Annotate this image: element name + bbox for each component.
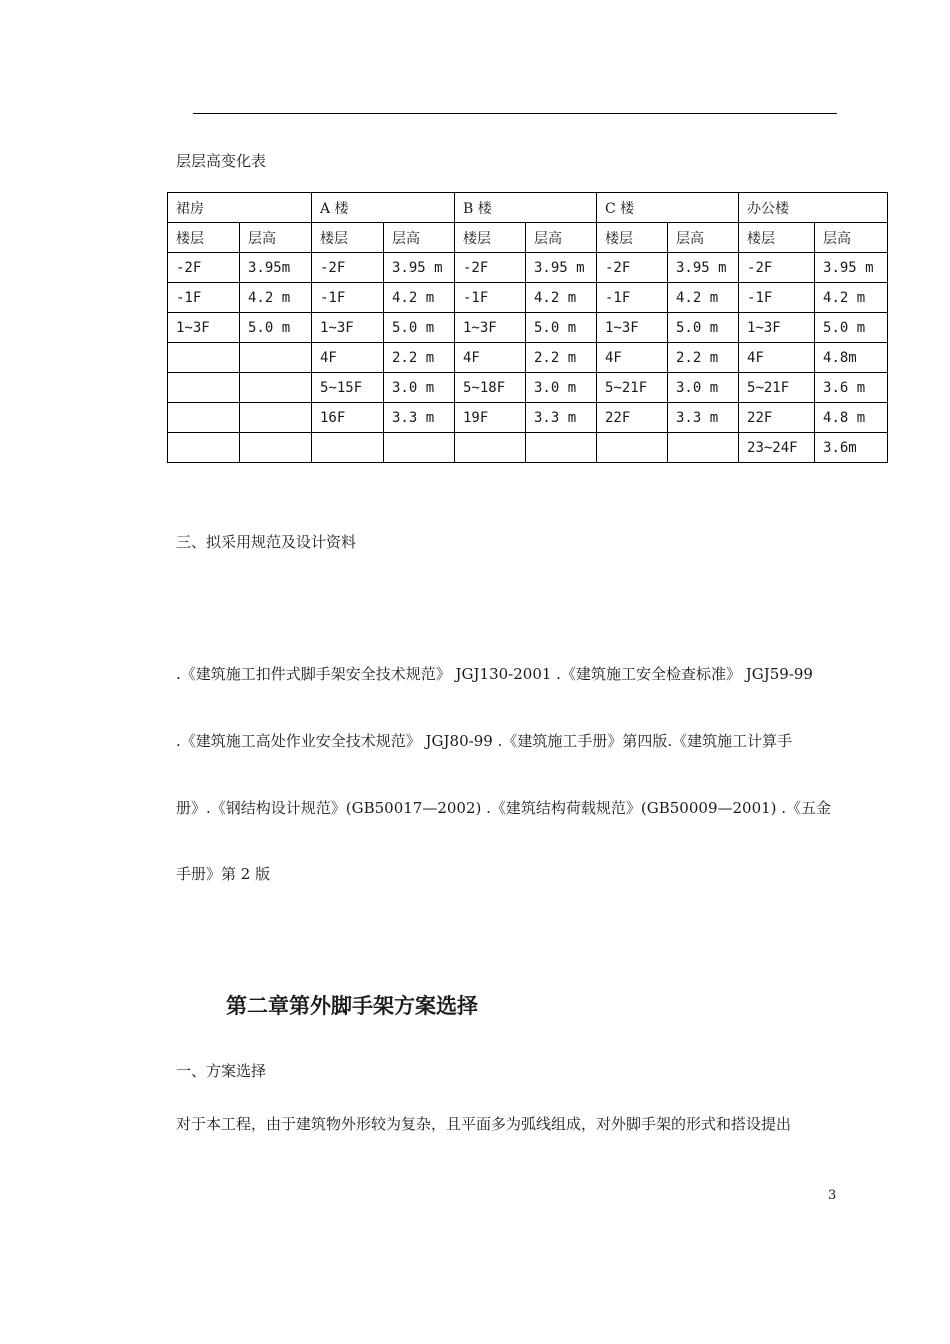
- table-cell: 4.2 m: [526, 283, 597, 313]
- table-cell: 3.3 m: [526, 403, 597, 433]
- chapter-title: 第二章第外脚手架方案选择: [226, 993, 478, 1018]
- table-row: [168, 343, 888, 373]
- table-row: [168, 433, 888, 463]
- group-header-podium: 裙房: [168, 193, 312, 223]
- table-cell: [168, 403, 240, 433]
- table-cell: [526, 433, 597, 463]
- table-subheader-row: [168, 223, 888, 253]
- reference-line: .《建筑施工高处作业安全技术规范》 JGJ80-99 .《建筑施工手册》第四版.《建筑施工计算手: [176, 732, 793, 750]
- table-cell: 3.95m: [240, 253, 312, 283]
- table-cell: 5.0 m: [240, 313, 312, 343]
- table-cell: 23~24F: [739, 433, 815, 463]
- subheader-floor: 楼层: [597, 223, 668, 253]
- table-cell: 3.95 m: [815, 253, 888, 283]
- table-cell: [168, 343, 240, 373]
- table-cell: 4.2 m: [668, 283, 739, 313]
- group-header-office: 办公楼: [739, 193, 888, 223]
- table-row: [168, 253, 888, 283]
- table-cell: 3.6 m: [815, 373, 888, 403]
- subheader-floor: 楼层: [168, 223, 240, 253]
- table-cell: 3.95 m: [526, 253, 597, 283]
- table-cell: -1F: [739, 283, 815, 313]
- table-cell: 3.3 m: [384, 403, 455, 433]
- table-cell: 4.8m: [815, 343, 888, 373]
- subheader-floor: 楼层: [739, 223, 815, 253]
- header-rule: [193, 113, 837, 114]
- table-cell: 3.0 m: [668, 373, 739, 403]
- subheader-floor: 楼层: [312, 223, 384, 253]
- table-row: [168, 373, 888, 403]
- table-cell: [597, 433, 668, 463]
- table-cell: 5.0 m: [668, 313, 739, 343]
- table-cell: 22F: [739, 403, 815, 433]
- table-cell: 1~3F: [455, 313, 526, 343]
- table-cell: 5.0 m: [384, 313, 455, 343]
- subheader-height: 层高: [526, 223, 597, 253]
- floor-height-table: [167, 192, 888, 463]
- table-cell: 3.95 m: [668, 253, 739, 283]
- subheader-floor: 楼层: [455, 223, 526, 253]
- sub-heading: 一、方案选择: [176, 1062, 267, 1080]
- table-cell: [240, 373, 312, 403]
- section-heading: 三、拟采用规范及设计资料: [176, 533, 357, 551]
- table-cell: [240, 343, 312, 373]
- table-cell: [240, 403, 312, 433]
- table-cell: 4F: [739, 343, 815, 373]
- table-cell: 4.2 m: [384, 283, 455, 313]
- table-row: [168, 313, 888, 343]
- table-cell: 3.6m: [815, 433, 888, 463]
- table-cell: -1F: [168, 283, 240, 313]
- table-cell: -2F: [739, 253, 815, 283]
- table-cell: [668, 433, 739, 463]
- table-cell: 5~21F: [739, 373, 815, 403]
- subheader-height: 层高: [240, 223, 312, 253]
- table-cell: -1F: [455, 283, 526, 313]
- table-cell: 1~3F: [597, 313, 668, 343]
- table-cell: -2F: [455, 253, 526, 283]
- table-cell: 1~3F: [168, 313, 240, 343]
- table-cell: 1~3F: [312, 313, 384, 343]
- table-cell: [455, 433, 526, 463]
- table-cell: 5.0 m: [526, 313, 597, 343]
- table-cell: [384, 433, 455, 463]
- reference-line: 手册》第 2 版: [176, 865, 271, 883]
- table-row: [168, 283, 888, 313]
- table-cell: [312, 433, 384, 463]
- table-cell: 2.2 m: [526, 343, 597, 373]
- table-cell: 3.0 m: [384, 373, 455, 403]
- group-header-building-b: B 楼: [455, 193, 597, 223]
- table-cell: 1~3F: [739, 313, 815, 343]
- group-header-building-a: A 楼: [312, 193, 455, 223]
- table-cell: 3.0 m: [526, 373, 597, 403]
- table-cell: -2F: [312, 253, 384, 283]
- table-cell: 4F: [455, 343, 526, 373]
- table-cell: 5~21F: [597, 373, 668, 403]
- table-cell: 3.95 m: [384, 253, 455, 283]
- table-cell: 5.0 m: [815, 313, 888, 343]
- table-cell: 4.8 m: [815, 403, 888, 433]
- table-cell: 19F: [455, 403, 526, 433]
- table-caption: 层层高变化表: [176, 152, 267, 170]
- table-cell: [168, 433, 240, 463]
- table-cell: 5~18F: [455, 373, 526, 403]
- table-cell: 2.2 m: [668, 343, 739, 373]
- subheader-height: 层高: [384, 223, 455, 253]
- table-cell: 16F: [312, 403, 384, 433]
- reference-line: 册》.《钢结构设计规范》(GB50017—2002) .《建筑结构荷载规范》(GB50009—2001) .《五金: [176, 799, 832, 817]
- table-group-header-row: [168, 193, 888, 223]
- table-cell: -1F: [597, 283, 668, 313]
- table-cell: -1F: [312, 283, 384, 313]
- reference-line: .《建筑施工扣件式脚手架安全技术规范》 JGJ130-2001 .《建筑施工安全检查标准》 JGJ59-99: [176, 665, 813, 683]
- table-cell: 4F: [597, 343, 668, 373]
- table-cell: -2F: [168, 253, 240, 283]
- table-cell: 4F: [312, 343, 384, 373]
- table-cell: 22F: [597, 403, 668, 433]
- table-cell: [240, 433, 312, 463]
- group-header-building-c: C 楼: [597, 193, 739, 223]
- table-cell: 5~15F: [312, 373, 384, 403]
- subheader-height: 层高: [815, 223, 888, 253]
- table-cell: 2.2 m: [384, 343, 455, 373]
- table-cell: -2F: [597, 253, 668, 283]
- page-number: 3: [828, 1188, 837, 1203]
- body-paragraph: 对于本工程，由于建筑物外形较为复杂，且平面多为弧线组成，对外脚手架的形式和搭设提出: [176, 1115, 792, 1133]
- subheader-height: 层高: [668, 223, 739, 253]
- table-cell: [168, 373, 240, 403]
- table-cell: 4.2 m: [815, 283, 888, 313]
- table-cell: 3.3 m: [668, 403, 739, 433]
- table-row: [168, 403, 888, 433]
- table-cell: 4.2 m: [240, 283, 312, 313]
